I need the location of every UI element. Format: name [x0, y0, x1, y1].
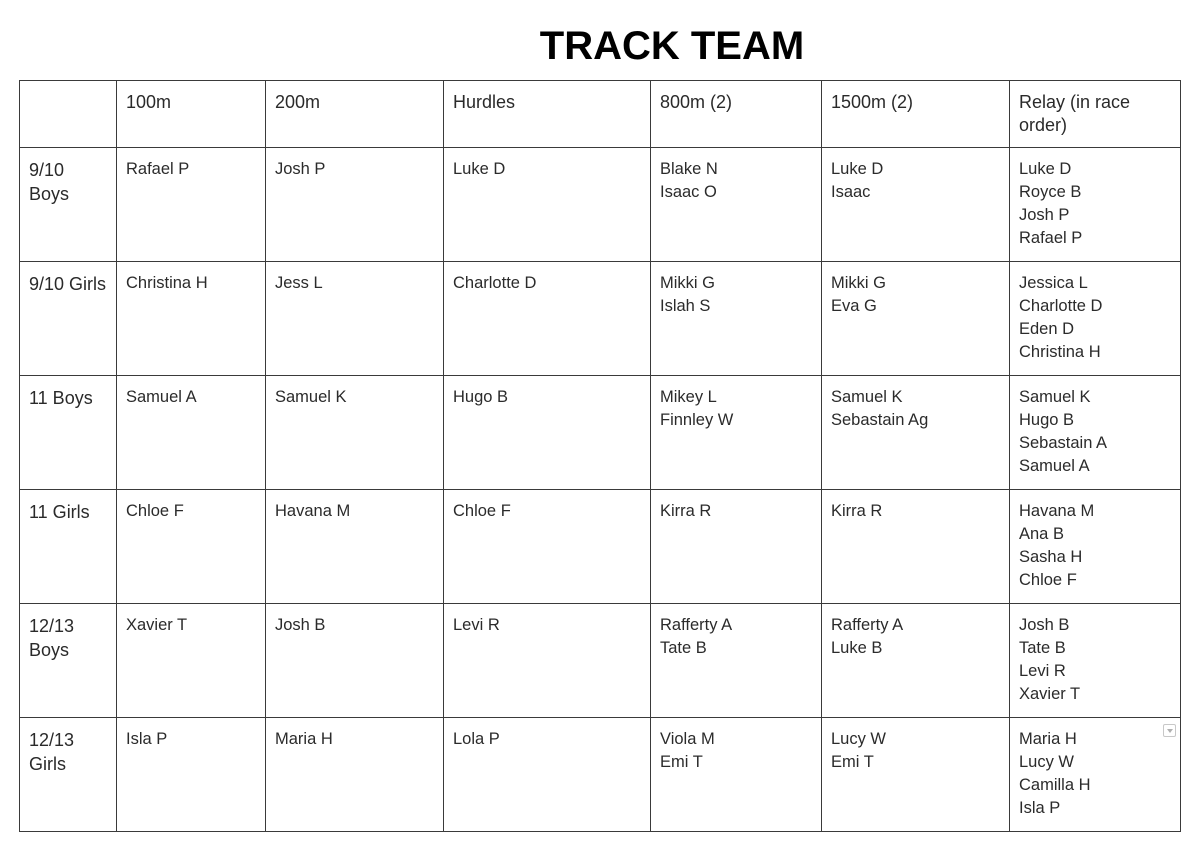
athlete-name: Samuel K [1019, 388, 1091, 406]
roster-table [19, 80, 1181, 832]
athlete-name: Rafferty A [660, 616, 733, 634]
table-cell[interactable] [1010, 604, 1181, 718]
athlete-name: Hugo B [453, 388, 509, 406]
athlete-name: Sebastain Ag [831, 411, 929, 429]
table-cell[interactable] [822, 376, 1010, 490]
table-cell[interactable] [651, 718, 822, 832]
table-cell[interactable] [117, 604, 266, 718]
table-cell[interactable] [822, 490, 1010, 604]
table-cell[interactable] [266, 718, 444, 832]
group-label-cell[interactable]: 12/13 Boys [20, 604, 117, 718]
athlete-name: Finnley W [660, 411, 734, 429]
athlete-name: Christina H [126, 274, 208, 292]
athlete-name: Isaac O [660, 183, 717, 201]
table-cell[interactable] [117, 148, 266, 262]
table-cell[interactable] [1010, 148, 1181, 262]
athlete-name: Eden D [1019, 320, 1075, 338]
athlete-name: Levi R [1019, 662, 1066, 680]
athlete-name: Tate B [660, 639, 707, 657]
table-cell[interactable] [444, 262, 651, 376]
header-cell[interactable]: 800m (2) [651, 81, 822, 148]
athlete-name: Chloe F [126, 502, 184, 520]
athlete-name: Samuel A [126, 388, 197, 406]
athlete-name: Xavier T [1019, 685, 1081, 703]
athlete-name: Samuel K [831, 388, 903, 406]
athlete-name: Emi T [831, 753, 874, 771]
table-row [20, 148, 1181, 262]
table-cell[interactable] [822, 262, 1010, 376]
group-label-cell[interactable]: 9/10 Girls [20, 262, 117, 376]
athlete-name: Charlotte D [1019, 297, 1103, 315]
athlete-name: Viola M [660, 730, 715, 748]
table-cell[interactable] [822, 604, 1010, 718]
table-cell[interactable] [117, 718, 266, 832]
header-row [20, 81, 1181, 148]
table-cell[interactable] [444, 376, 651, 490]
table-cell[interactable] [651, 604, 822, 718]
table-cell[interactable] [651, 148, 822, 262]
table-cell[interactable] [266, 262, 444, 376]
header-cell[interactable]: Relay (in race order) [1010, 81, 1181, 148]
table-cell[interactable] [444, 148, 651, 262]
group-label-cell[interactable]: 11 Girls [20, 490, 117, 604]
athlete-name: Lucy W [831, 730, 887, 748]
athlete-name: Isla P [126, 730, 168, 748]
athlete-name: Luke D [831, 160, 884, 178]
group-label-cell[interactable]: 11 Boys [20, 376, 117, 490]
table-cell[interactable] [266, 376, 444, 490]
athlete-name: Tate B [1019, 639, 1066, 657]
athlete-name: Levi R [453, 616, 500, 634]
table-cell[interactable] [651, 376, 822, 490]
athlete-name: Samuel A [1019, 457, 1090, 475]
athlete-name: Jessica L [1019, 274, 1088, 292]
athlete-name: Kirra R [831, 502, 883, 520]
athlete-name: Samuel K [275, 388, 347, 406]
table-row [20, 718, 1181, 832]
athlete-name: Maria H [275, 730, 333, 748]
athlete-name: Jess L [275, 274, 323, 292]
athlete-name: Christina H [1019, 343, 1101, 361]
page-title: TRACK TEAM [539, 24, 805, 68]
athlete-name: Luke D [453, 160, 506, 178]
table-cell[interactable] [266, 490, 444, 604]
athlete-name: Mikki G [660, 274, 715, 292]
table-cell[interactable] [444, 604, 651, 718]
table-cell[interactable] [1010, 376, 1181, 490]
athlete-name: Emi T [660, 753, 703, 771]
athlete-name: Rafael P [1019, 229, 1083, 247]
header-cell-blank[interactable] [20, 81, 117, 148]
header-cell[interactable]: 100m [117, 81, 266, 148]
athlete-name: Charlotte D [453, 274, 537, 292]
athlete-name: Sebastain A [1019, 434, 1108, 452]
table-cell[interactable] [1010, 262, 1181, 376]
athlete-name: Mikki G [831, 274, 886, 292]
athlete-name: Chloe F [1019, 571, 1077, 589]
table-cell[interactable] [822, 718, 1010, 832]
header-cell[interactable]: Hurdles [444, 81, 651, 148]
athlete-name: Rafael P [126, 160, 190, 178]
athlete-name: Luke B [831, 639, 883, 657]
athlete-name: Josh P [275, 160, 326, 178]
table-cell[interactable] [117, 262, 266, 376]
table-row [20, 262, 1181, 376]
table-row [20, 604, 1181, 718]
athlete-name: Josh B [275, 616, 326, 634]
table-cell[interactable] [266, 148, 444, 262]
athlete-name: Maria H [1019, 730, 1077, 748]
table-cell[interactable] [117, 376, 266, 490]
table-cell[interactable] [117, 490, 266, 604]
athlete-name: Isaac [831, 183, 871, 201]
table-cell[interactable] [444, 718, 651, 832]
athlete-name: Royce B [1019, 183, 1082, 201]
table-cell[interactable] [266, 604, 444, 718]
athlete-name: Rafferty A [831, 616, 904, 634]
athlete-name: Blake N [660, 160, 718, 178]
athlete-name: Lola P [453, 730, 500, 748]
header-cell[interactable]: 1500m (2) [822, 81, 1010, 148]
table-cell[interactable] [651, 490, 822, 604]
athlete-name: Isla P [1019, 799, 1061, 817]
athlete-name: Josh B [1019, 616, 1070, 634]
athlete-name: Havana M [1019, 502, 1095, 520]
athlete-name: Lucy W [1019, 753, 1075, 771]
header-cell[interactable]: 200m [266, 81, 444, 148]
athlete-name: Ana B [1019, 525, 1064, 543]
table-cell[interactable] [822, 148, 1010, 262]
athlete-name: Eva G [831, 297, 877, 315]
athlete-name: Sasha H [1019, 548, 1083, 566]
athlete-name: Luke D [1019, 160, 1072, 178]
group-label-cell[interactable]: 12/13 Girls [20, 718, 117, 832]
table-row [20, 490, 1181, 604]
chevron-down-icon[interactable] [1163, 724, 1176, 737]
table-cell[interactable] [651, 262, 822, 376]
athlete-name: Islah S [660, 297, 711, 315]
table-row [20, 376, 1181, 490]
athlete-name: Kirra R [660, 502, 712, 520]
table-cell[interactable] [1010, 490, 1181, 604]
athlete-name: Josh P [1019, 206, 1070, 224]
athlete-name: Hugo B [1019, 411, 1075, 429]
group-label-cell[interactable]: 9/10 Boys [20, 148, 117, 262]
athlete-name: Chloe F [453, 502, 511, 520]
athlete-name: Xavier T [126, 616, 188, 634]
athlete-name: Mikey L [660, 388, 717, 406]
table-cell[interactable] [444, 490, 651, 604]
table-cell[interactable] [1010, 718, 1181, 832]
athlete-name: Havana M [275, 502, 351, 520]
athlete-name: Camilla H [1019, 776, 1091, 794]
